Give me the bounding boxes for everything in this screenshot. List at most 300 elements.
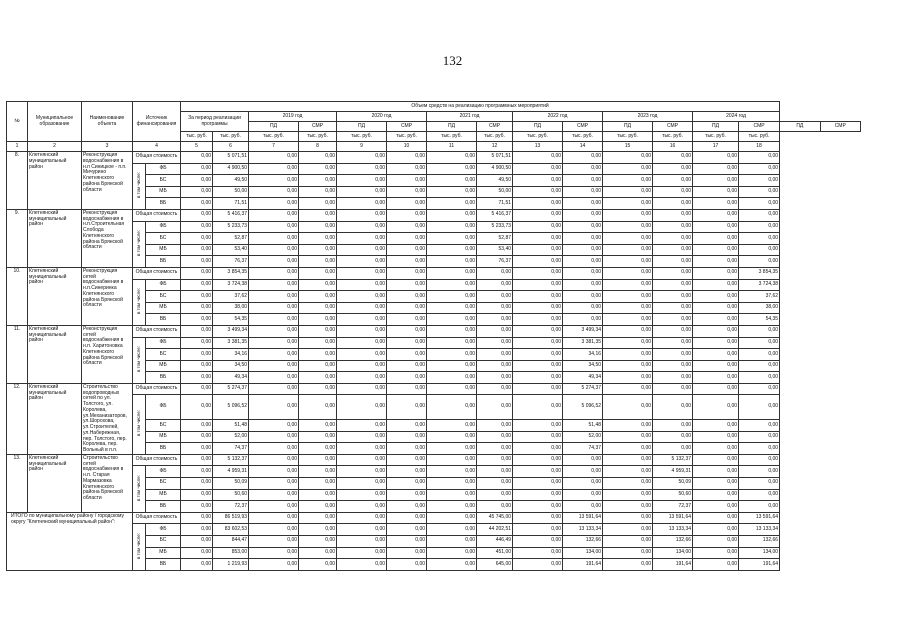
value-cell: 44 202,51 — [477, 524, 513, 536]
table-row — [7, 163, 861, 175]
header-pd: ПД — [337, 122, 387, 132]
value-cell: 0,00 — [739, 420, 780, 432]
value-cell: 0,00 — [563, 221, 603, 233]
header-unit: тыс. руб. — [299, 132, 337, 142]
value-cell: 0,00 — [513, 325, 563, 337]
header-column-numbers — [7, 142, 861, 152]
value-cell: 0,00 — [563, 279, 603, 291]
value-cell: 0,00 — [603, 175, 653, 187]
table-row — [7, 383, 861, 395]
value-cell: 0,00 — [653, 431, 693, 443]
value-cell: 0,00 — [387, 279, 427, 291]
value-cell: 0,00 — [299, 314, 337, 326]
value-cell: 0,00 — [693, 454, 739, 466]
value-cell: 3 854,35 — [213, 267, 249, 279]
value-cell: 0,00 — [337, 431, 387, 443]
value-cell: 0,00 — [249, 524, 299, 536]
value-cell: 74,37 — [563, 443, 603, 455]
column-number: 17 — [693, 142, 739, 152]
value-cell: 0,00 — [299, 360, 337, 372]
value-cell: 0,00 — [603, 152, 653, 164]
header-pd: ПД — [780, 122, 820, 132]
source-code: БС — [146, 291, 181, 303]
value-cell: 0,00 — [739, 198, 780, 210]
column-number: 7 — [249, 142, 299, 152]
header-pd: ПД — [249, 122, 299, 132]
object-cell: Строительство сетей водоснабжения в н.п. Старая Мармазовка Клетнянского района Брянской области — [82, 454, 133, 512]
value-cell: 0,00 — [299, 291, 337, 303]
value-cell: 0,00 — [387, 233, 427, 245]
value-cell: 0,00 — [693, 314, 739, 326]
value-cell: 0,00 — [249, 221, 299, 233]
value-cell: 0,00 — [693, 559, 739, 571]
value-cell: 0,00 — [513, 337, 563, 349]
value-cell: 0,00 — [181, 314, 213, 326]
row-number: 8. — [7, 152, 28, 210]
header-smr: СМР — [820, 122, 860, 132]
value-cell: 5 416,37 — [477, 209, 513, 221]
value-cell: 0,00 — [427, 536, 477, 548]
value-cell: 0,00 — [603, 337, 653, 349]
value-cell: 0,00 — [427, 349, 477, 361]
value-cell: 0,00 — [513, 209, 563, 221]
value-cell: 0,00 — [653, 314, 693, 326]
value-cell: 0,00 — [387, 431, 427, 443]
value-cell: 0,00 — [337, 163, 387, 175]
header-pd: ПД — [513, 122, 563, 132]
value-cell: 50,60 — [653, 489, 693, 501]
value-cell: 0,00 — [337, 466, 387, 478]
value-cell: 0,00 — [181, 337, 213, 349]
column-number: 16 — [653, 142, 693, 152]
value-cell: 0,00 — [387, 512, 427, 524]
header-municipality: Муниципальное образование — [28, 102, 82, 142]
source-code: БС — [146, 233, 181, 245]
value-cell: 0,00 — [299, 431, 337, 443]
column-number: 10 — [387, 142, 427, 152]
value-cell: 0,00 — [337, 489, 387, 501]
value-cell: 0,00 — [249, 209, 299, 221]
value-cell: 191,64 — [739, 559, 780, 571]
value-cell: 0,00 — [563, 186, 603, 198]
header-unit: тыс. руб. — [477, 132, 513, 142]
value-cell: 0,00 — [337, 209, 387, 221]
value-cell: 0,00 — [477, 349, 513, 361]
value-cell: 53,40 — [477, 244, 513, 256]
value-cell: 0,00 — [181, 395, 213, 420]
value-cell: 0,00 — [249, 383, 299, 395]
object-cell: Реконструкция сетей водоснабжения в н.п.Синеринка Клетнянского района Брянской области — [82, 267, 133, 325]
header-unit: тыс. руб. — [739, 132, 780, 142]
value-cell: 51,48 — [213, 420, 249, 432]
table-row — [7, 279, 861, 291]
value-cell: 0,00 — [603, 420, 653, 432]
value-cell: 0,00 — [603, 512, 653, 524]
value-cell: 0,00 — [181, 198, 213, 210]
value-cell: 0,00 — [387, 221, 427, 233]
value-cell: 0,00 — [513, 360, 563, 372]
municipality-cell: Клетнянский муниципальный район — [28, 383, 82, 454]
value-cell: 0,00 — [249, 267, 299, 279]
value-cell: 0,00 — [181, 302, 213, 314]
header-year: 2020 год — [337, 112, 427, 122]
value-cell: 0,00 — [427, 431, 477, 443]
value-cell: 191,64 — [563, 559, 603, 571]
value-cell: 0,00 — [427, 547, 477, 559]
value-cell: 0,00 — [653, 349, 693, 361]
value-cell: 3 499,34 — [563, 325, 603, 337]
value-cell: 0,00 — [693, 431, 739, 443]
value-cell: 0,00 — [299, 443, 337, 455]
value-cell: 0,00 — [181, 512, 213, 524]
value-cell: 0,00 — [337, 256, 387, 268]
value-cell: 50,00 — [477, 186, 513, 198]
value-cell: 0,00 — [603, 383, 653, 395]
value-cell: 0,00 — [181, 431, 213, 443]
value-cell: 0,00 — [693, 501, 739, 513]
header-year: 2023 год — [603, 112, 693, 122]
value-cell: 50,60 — [213, 489, 249, 501]
source-code: ВБ — [146, 198, 181, 210]
value-cell: 0,00 — [387, 420, 427, 432]
value-cell: 132,66 — [563, 536, 603, 548]
value-cell: 0,00 — [603, 349, 653, 361]
value-cell: 0,00 — [563, 256, 603, 268]
value-cell: 0,00 — [299, 302, 337, 314]
value-cell: 0,00 — [693, 466, 739, 478]
value-cell: 0,00 — [513, 536, 563, 548]
value-cell: 0,00 — [387, 501, 427, 513]
value-cell: 0,00 — [603, 163, 653, 175]
in-that-text: в том числе: — [136, 532, 142, 559]
value-cell: 0,00 — [337, 501, 387, 513]
value-cell: 0,00 — [477, 383, 513, 395]
page-number: 132 — [442, 53, 463, 68]
value-cell: 0,00 — [603, 244, 653, 256]
value-cell: 0,00 — [693, 221, 739, 233]
value-cell: 0,00 — [693, 489, 739, 501]
value-cell: 0,00 — [337, 443, 387, 455]
value-cell: 0,00 — [739, 209, 780, 221]
value-cell: 0,00 — [477, 454, 513, 466]
value-cell: 0,00 — [739, 395, 780, 420]
source-code: БС — [146, 478, 181, 490]
value-cell: 0,00 — [739, 383, 780, 395]
value-cell: 0,00 — [181, 325, 213, 337]
value-cell: 0,00 — [653, 337, 693, 349]
value-cell: 0,00 — [181, 267, 213, 279]
value-cell: 134,00 — [653, 547, 693, 559]
value-cell: 0,00 — [427, 244, 477, 256]
value-cell: 0,00 — [249, 420, 299, 432]
value-cell: 0,00 — [563, 454, 603, 466]
value-cell: 0,00 — [513, 267, 563, 279]
value-cell: 0,00 — [739, 175, 780, 187]
value-cell: 72,37 — [213, 501, 249, 513]
value-cell: 0,00 — [299, 267, 337, 279]
value-cell: 0,00 — [299, 175, 337, 187]
value-cell: 51,48 — [563, 420, 603, 432]
value-cell: 0,00 — [181, 233, 213, 245]
value-cell: 0,00 — [739, 233, 780, 245]
value-cell: 0,00 — [739, 501, 780, 513]
value-cell: 0,00 — [387, 267, 427, 279]
table-body — [7, 152, 861, 571]
value-cell: 0,00 — [563, 267, 603, 279]
value-cell: 0,00 — [181, 420, 213, 432]
value-cell: 0,00 — [653, 291, 693, 303]
value-cell: 853,00 — [213, 547, 249, 559]
value-cell: 0,00 — [603, 443, 653, 455]
value-cell: 0,00 — [477, 360, 513, 372]
source-code: МБ — [146, 186, 181, 198]
value-cell: 0,00 — [299, 489, 337, 501]
value-cell: 5 132,37 — [653, 454, 693, 466]
column-number: 18 — [739, 142, 780, 152]
value-cell: 0,00 — [387, 175, 427, 187]
value-cell: 0,00 — [427, 314, 477, 326]
value-cell: 0,00 — [427, 383, 477, 395]
value-cell: 0,00 — [427, 152, 477, 164]
value-cell: 0,00 — [603, 395, 653, 420]
value-cell: 0,00 — [513, 291, 563, 303]
value-cell: 451,00 — [477, 547, 513, 559]
value-cell: 0,00 — [387, 383, 427, 395]
value-cell: 0,00 — [563, 233, 603, 245]
value-cell: 0,00 — [513, 559, 563, 571]
in-that-text: в том числе: — [136, 229, 142, 256]
value-cell: 0,00 — [477, 395, 513, 420]
value-cell: 4 900,50 — [213, 163, 249, 175]
value-cell: 0,00 — [739, 244, 780, 256]
header-smr: СМР — [563, 122, 603, 132]
value-cell: 0,00 — [513, 489, 563, 501]
value-cell: 0,00 — [249, 256, 299, 268]
value-cell: 0,00 — [427, 279, 477, 291]
value-cell: 5 274,37 — [563, 383, 603, 395]
value-cell: 0,00 — [181, 443, 213, 455]
value-cell: 0,00 — [181, 175, 213, 187]
value-cell: 0,00 — [387, 325, 427, 337]
value-cell: 0,00 — [337, 325, 387, 337]
value-cell: 0,00 — [387, 349, 427, 361]
in-that-label — [133, 221, 146, 267]
value-cell: 0,00 — [387, 489, 427, 501]
value-cell: 0,00 — [477, 291, 513, 303]
value-cell: 0,00 — [427, 512, 477, 524]
value-cell: 34,16 — [563, 349, 603, 361]
source-code: МБ — [146, 244, 181, 256]
table-row — [7, 152, 861, 164]
value-cell: 0,00 — [477, 443, 513, 455]
header-unit: тыс. руб. — [693, 132, 739, 142]
value-cell: 0,00 — [477, 325, 513, 337]
value-cell: 0,00 — [563, 302, 603, 314]
value-cell: 0,00 — [513, 383, 563, 395]
municipality-cell: Клетнянский муниципальный район — [28, 152, 82, 210]
source-code: БС — [146, 536, 181, 548]
source-code: ВБ — [146, 501, 181, 513]
value-cell: 0,00 — [337, 152, 387, 164]
value-cell: 0,00 — [249, 443, 299, 455]
value-cell: 34,50 — [563, 360, 603, 372]
value-cell: 0,00 — [427, 443, 477, 455]
value-cell: 52,00 — [213, 431, 249, 443]
value-cell: 71,51 — [477, 198, 513, 210]
value-cell: 0,00 — [299, 478, 337, 490]
value-cell: 0,00 — [693, 267, 739, 279]
value-cell: 0,00 — [603, 454, 653, 466]
value-cell: 0,00 — [513, 163, 563, 175]
value-cell: 3 724,38 — [213, 279, 249, 291]
column-number: 9 — [337, 142, 387, 152]
value-cell: 0,00 — [693, 512, 739, 524]
value-cell: 0,00 — [337, 291, 387, 303]
in-that-label — [133, 163, 146, 209]
value-cell: 0,00 — [603, 291, 653, 303]
value-cell: 5 096,52 — [563, 395, 603, 420]
value-cell: 0,00 — [387, 547, 427, 559]
value-cell: 3 381,35 — [563, 337, 603, 349]
value-cell: 0,00 — [427, 466, 477, 478]
value-cell: 34,16 — [213, 349, 249, 361]
value-cell: 0,00 — [427, 221, 477, 233]
value-cell: 0,00 — [299, 279, 337, 291]
value-cell: 0,00 — [249, 152, 299, 164]
value-cell: 0,00 — [337, 175, 387, 187]
value-cell: 0,00 — [427, 501, 477, 513]
source-code: БС — [146, 349, 181, 361]
value-cell: 0,00 — [653, 279, 693, 291]
value-cell: 50,00 — [213, 186, 249, 198]
value-cell: 0,00 — [693, 383, 739, 395]
value-cell: 0,00 — [693, 198, 739, 210]
value-cell: 0,00 — [387, 360, 427, 372]
in-that-label — [133, 524, 146, 570]
value-cell: 0,00 — [337, 372, 387, 384]
source-code: МБ — [146, 489, 181, 501]
in-that-text: в том числе: — [136, 410, 142, 437]
value-cell: 0,00 — [693, 244, 739, 256]
value-cell: 0,00 — [513, 186, 563, 198]
table-row — [7, 267, 861, 279]
value-cell: 0,00 — [563, 163, 603, 175]
value-cell: 0,00 — [653, 256, 693, 268]
value-cell: 5 071,51 — [477, 152, 513, 164]
value-cell: 0,00 — [603, 279, 653, 291]
value-cell: 0,00 — [513, 466, 563, 478]
value-cell: 0,00 — [693, 325, 739, 337]
value-cell: 0,00 — [299, 547, 337, 559]
value-cell: 0,00 — [337, 233, 387, 245]
header-smr: СМР — [739, 122, 780, 132]
value-cell: 52,87 — [213, 233, 249, 245]
value-cell: 0,00 — [249, 431, 299, 443]
value-cell: 0,00 — [513, 454, 563, 466]
source-code: МБ — [146, 360, 181, 372]
value-cell: 38,00 — [739, 302, 780, 314]
value-cell: 72,37 — [653, 501, 693, 513]
value-cell: 0,00 — [387, 478, 427, 490]
value-cell: 0,00 — [603, 186, 653, 198]
value-cell: 0,00 — [337, 524, 387, 536]
row-number: 11. — [7, 325, 28, 383]
value-cell: 0,00 — [181, 501, 213, 513]
value-cell: 45 745,00 — [477, 512, 513, 524]
object-cell: Реконструкция водоснабжения в н.п Синицкое - п.п. Мичурино Клетнянского района Брянской области — [82, 152, 133, 210]
value-cell: 0,00 — [299, 209, 337, 221]
value-cell: 0,00 — [693, 360, 739, 372]
value-cell: 5 416,37 — [213, 209, 249, 221]
value-cell: 0,00 — [693, 536, 739, 548]
value-cell: 0,00 — [387, 372, 427, 384]
row-number: 9. — [7, 209, 28, 267]
value-cell: 0,00 — [603, 547, 653, 559]
value-cell: 0,00 — [387, 163, 427, 175]
value-cell: 49,34 — [213, 372, 249, 384]
value-cell: 0,00 — [477, 302, 513, 314]
source-code: ВБ — [146, 314, 181, 326]
value-cell: 0,00 — [739, 163, 780, 175]
value-cell: 0,00 — [387, 559, 427, 571]
value-cell: 13 133,34 — [563, 524, 603, 536]
in-that-text: в том числе: — [136, 345, 142, 372]
value-cell: 0,00 — [387, 209, 427, 221]
in-that-label — [133, 395, 146, 454]
value-cell: 3 499,34 — [213, 325, 249, 337]
value-cell: 134,00 — [563, 547, 603, 559]
object-cell: Строительство водопроводных сетей по ул. Толстого, ул. Королева, ул.Механизаторов, ул.Шорохова, ул.Строителей, ул.Набережная, пер. Толстого, пер. Королева, пер. Вольный в п.п. — [82, 383, 133, 454]
table-row — [7, 337, 861, 349]
column-number: 8 — [299, 142, 337, 152]
value-cell: 0,00 — [477, 279, 513, 291]
value-cell: 0,00 — [739, 221, 780, 233]
value-cell: 0,00 — [513, 512, 563, 524]
value-cell: 0,00 — [653, 175, 693, 187]
value-cell: 0,00 — [181, 221, 213, 233]
value-cell: 0,00 — [387, 152, 427, 164]
object-cell: Реконструкция водоснабжения в н.п.Строительная Слобода Клетнянского района Брянской области — [82, 209, 133, 267]
value-cell: 0,00 — [693, 163, 739, 175]
value-cell: 0,00 — [337, 536, 387, 548]
value-cell: 0,00 — [653, 186, 693, 198]
value-cell: 0,00 — [513, 256, 563, 268]
value-cell: 0,00 — [693, 233, 739, 245]
value-cell: 0,00 — [477, 478, 513, 490]
value-cell: 0,00 — [739, 349, 780, 361]
value-cell: 0,00 — [249, 501, 299, 513]
value-cell: 0,00 — [513, 198, 563, 210]
header-unit: тыс. руб. — [181, 132, 213, 142]
value-cell: 0,00 — [181, 383, 213, 395]
row-number: 12. — [7, 383, 28, 454]
in-that-label — [133, 337, 146, 383]
value-cell: 4 959,31 — [653, 466, 693, 478]
value-cell: 0,00 — [249, 478, 299, 490]
value-cell: 0,00 — [513, 524, 563, 536]
value-cell: 34,50 — [213, 360, 249, 372]
value-cell: 0,00 — [299, 420, 337, 432]
column-number: 3 — [82, 142, 133, 152]
value-cell: 0,00 — [249, 163, 299, 175]
value-cell: 0,00 — [693, 209, 739, 221]
value-cell: 0,00 — [181, 489, 213, 501]
value-cell: 0,00 — [477, 489, 513, 501]
value-cell: 0,00 — [299, 395, 337, 420]
value-cell: 0,00 — [337, 478, 387, 490]
value-cell: 4 900,50 — [477, 163, 513, 175]
header-unit: тыс. руб. — [213, 132, 249, 142]
